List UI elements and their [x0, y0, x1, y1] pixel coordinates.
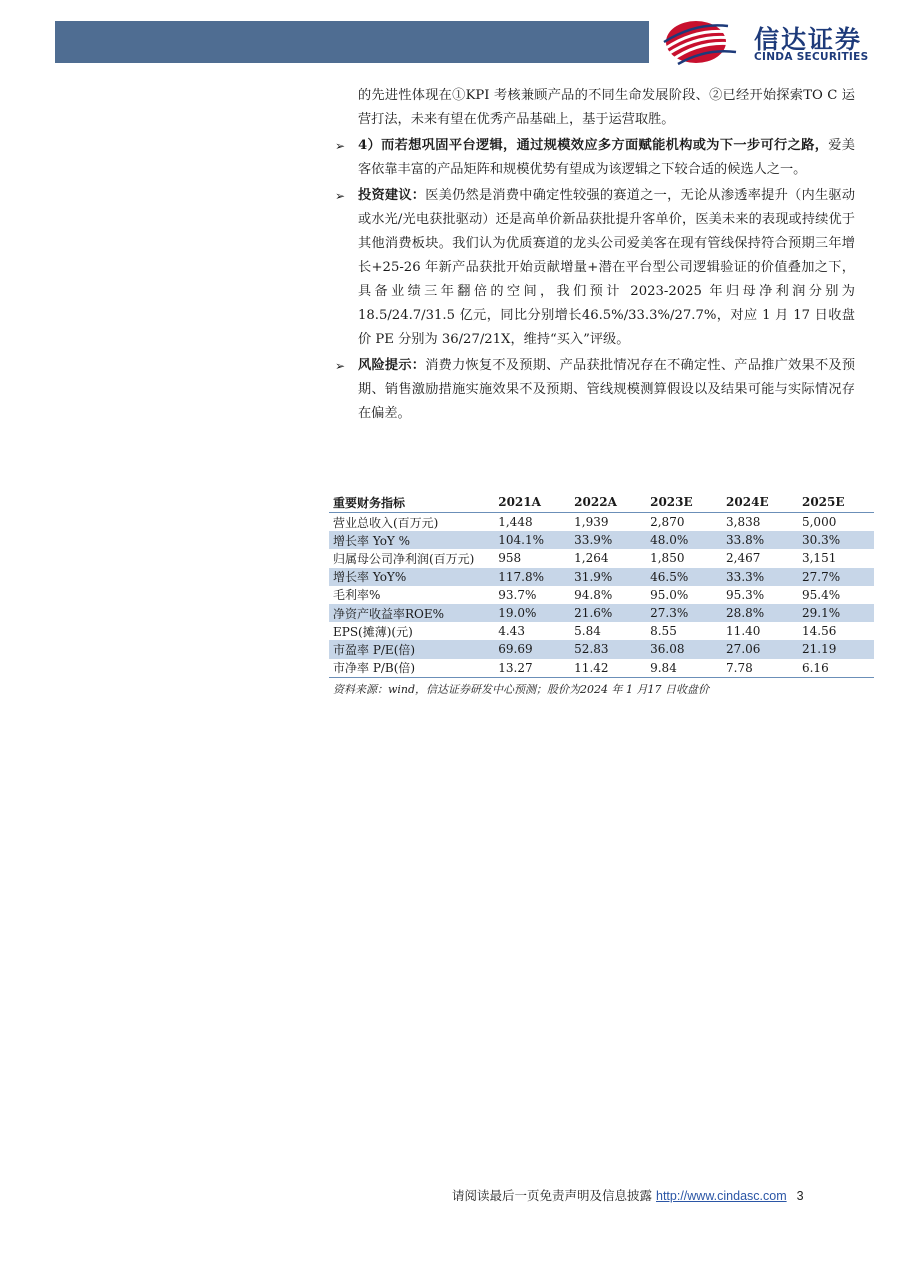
row-label: 增长率 YoY %	[329, 531, 494, 549]
table-row	[329, 568, 874, 586]
report-body	[333, 84, 855, 426]
table-header-cell: 2025E	[801, 495, 845, 509]
table-cell: 33.3%	[722, 568, 798, 586]
table-cell: 5.84	[574, 624, 601, 639]
table-cell: 31.9%	[570, 568, 646, 586]
table-cell: 33.9%	[570, 531, 646, 549]
table-row	[329, 604, 874, 622]
table-cell: 21.19	[798, 640, 874, 658]
cinda-globe-icon	[660, 18, 740, 66]
table-header-cell: 2021A	[498, 495, 541, 509]
table-cell: 93.7%	[498, 587, 537, 602]
table-cell: 1,264	[574, 551, 609, 566]
table-cell: 69.69	[494, 640, 570, 658]
table-source-note: 资料来源：wind，信达证券研发中心预测；股价为2024 年 1 月17 日收盘价	[333, 683, 710, 696]
table-cell: 7.78	[726, 660, 753, 675]
table-cell: 117.8%	[494, 568, 570, 586]
bullet-heading: 4）而若想巩固平台逻辑，通过规模效应多方面赋能机构或为下一步可行之路，	[358, 138, 829, 153]
table-row	[329, 622, 874, 640]
table-cell: 2,467	[726, 551, 761, 566]
table-row	[329, 549, 874, 567]
arrow-bullet-icon: ➢	[335, 139, 346, 153]
page-number: 3	[796, 1189, 804, 1203]
table-cell: 28.8%	[722, 604, 798, 622]
row-label: 归属母公司净利润(百万元)	[333, 551, 475, 566]
row-label: 营业总收入(百万元)	[333, 515, 439, 530]
table-row	[329, 640, 874, 658]
row-label: 毛利率%	[333, 588, 381, 603]
logo-english-text: CINDA SECURITIES	[754, 51, 869, 63]
table-cell: 52.83	[570, 640, 646, 658]
row-label: EPS(摊薄)(元)	[333, 624, 413, 639]
header-bar	[55, 21, 649, 63]
table-header-cell: 重要财务指标	[333, 495, 406, 510]
table-cell: 3,838	[726, 515, 761, 530]
table-cell: 6.16	[801, 660, 829, 675]
table-cell: 9.84	[650, 660, 677, 675]
bullet-investment-advice	[333, 184, 855, 352]
table-row	[329, 586, 874, 604]
arrow-bullet-icon: ➢	[335, 359, 346, 373]
table-cell: 27.06	[722, 640, 798, 658]
table-cell: 94.8%	[574, 587, 613, 602]
table-cell: 13.27	[498, 660, 533, 675]
table-cell: 19.0%	[494, 604, 570, 622]
row-label: 增长率 YoY%	[329, 568, 494, 586]
table-header-row	[329, 492, 874, 513]
footer-disclaimer: 请阅读最后一页免责声明及信息披露	[452, 1188, 653, 1203]
table-cell: 11.42	[574, 660, 609, 675]
table-cell: 5,000	[801, 515, 837, 530]
row-label: 市盈率 P/E(倍)	[329, 640, 494, 658]
table-cell: 46.5%	[646, 568, 722, 586]
table-row	[329, 531, 874, 549]
table-row	[329, 513, 874, 532]
table-cell: 95.4%	[801, 587, 841, 602]
table-cell: 104.1%	[494, 531, 570, 549]
table-cell: 95.3%	[726, 587, 765, 602]
logo-chinese-text: 信达证券	[754, 25, 863, 54]
table-header-cell: 2024E	[726, 495, 769, 509]
table-cell: 21.6%	[570, 604, 646, 622]
table-cell: 1,850	[650, 551, 685, 566]
table-cell: 8.55	[650, 624, 677, 639]
table-cell: 27.3%	[646, 604, 722, 622]
table-cell: 36.08	[646, 640, 722, 658]
table-cell: 48.0%	[646, 531, 722, 549]
table-cell: 29.1%	[798, 604, 874, 622]
table-cell: 2,870	[650, 515, 685, 530]
row-label: 市净率 P/B(倍)	[333, 661, 416, 676]
table-cell: 1,939	[574, 515, 609, 530]
table-cell: 14.56	[801, 624, 837, 639]
row-label: 净资产收益率ROE%	[329, 604, 494, 622]
bullet-text: 医美仍然是消费中确定性较强的赛道之一，无论从渗透率提升（内生驱动或水光/光电获批驱动）还是高单价新品获批提升客单价，医美未来的表现或持续优于其他消费板块。我们认为优质赛道的龙头公司爱美客在现有管线保持符合预期三年增长+25-26 年新产品获批开始贡献增量+潜在平台型公司逻辑验证的价值叠加之下，具备业绩三年翻倍的空间，我们预计 2023-2025 年归母净利润分别为 18.5/24.7/31.5 亿元，同比分别增长46.5%/33.3%/27.7%，对应 1 月 17 日收盘价 PE 分别为 36/27/21X，维持“买入”评级。	[358, 188, 856, 347]
bullet-risk-warning	[333, 354, 855, 426]
table-header-cell: 2022A	[574, 495, 617, 509]
bullet-text: 爱美客依靠丰富的产品矩阵和规模优势有望成为该逻辑之下较合适的候选人之一。	[358, 138, 855, 177]
table-cell: 33.8%	[722, 531, 798, 549]
table-cell: 4.43	[498, 624, 525, 639]
arrow-bullet-icon: ➢	[335, 189, 346, 203]
intro-paragraph: 的先进性体现在①KPI 考核兼顾产品的不同生命发展阶段、②已经开始探索TO C 运营打法，未来有望在优秀产品基础上，基于运营取胜。	[358, 88, 855, 127]
table-cell: 11.40	[726, 624, 761, 639]
footer-website-link[interactable]: http://www.cindasc.com	[656, 1189, 787, 1203]
table-cell: 3,151	[801, 551, 837, 566]
table-cell: 27.7%	[798, 568, 874, 586]
bullet-heading: 投资建议：	[358, 188, 426, 203]
page-footer	[452, 1186, 804, 1204]
table-cell: 30.3%	[798, 531, 874, 549]
table-header-cell: 2023E	[650, 495, 693, 509]
financial-indicators-table	[329, 492, 874, 678]
company-logo	[660, 18, 885, 66]
table-row	[329, 659, 874, 678]
table-cell: 958	[498, 551, 522, 566]
bullet-text: 消费力恢复不及预期、产品获批情况存在不确定性、产品推广效果不及预期、销售激励措施实施效果不及预期、管线规模测算假设以及结果可能与实际情况存在偏差。	[358, 358, 856, 421]
table-cell: 95.0%	[650, 587, 689, 602]
bullet-heading: 风险提示：	[358, 358, 426, 373]
bullet-platform-logic	[333, 134, 855, 182]
table-cell: 1,448	[498, 515, 533, 530]
